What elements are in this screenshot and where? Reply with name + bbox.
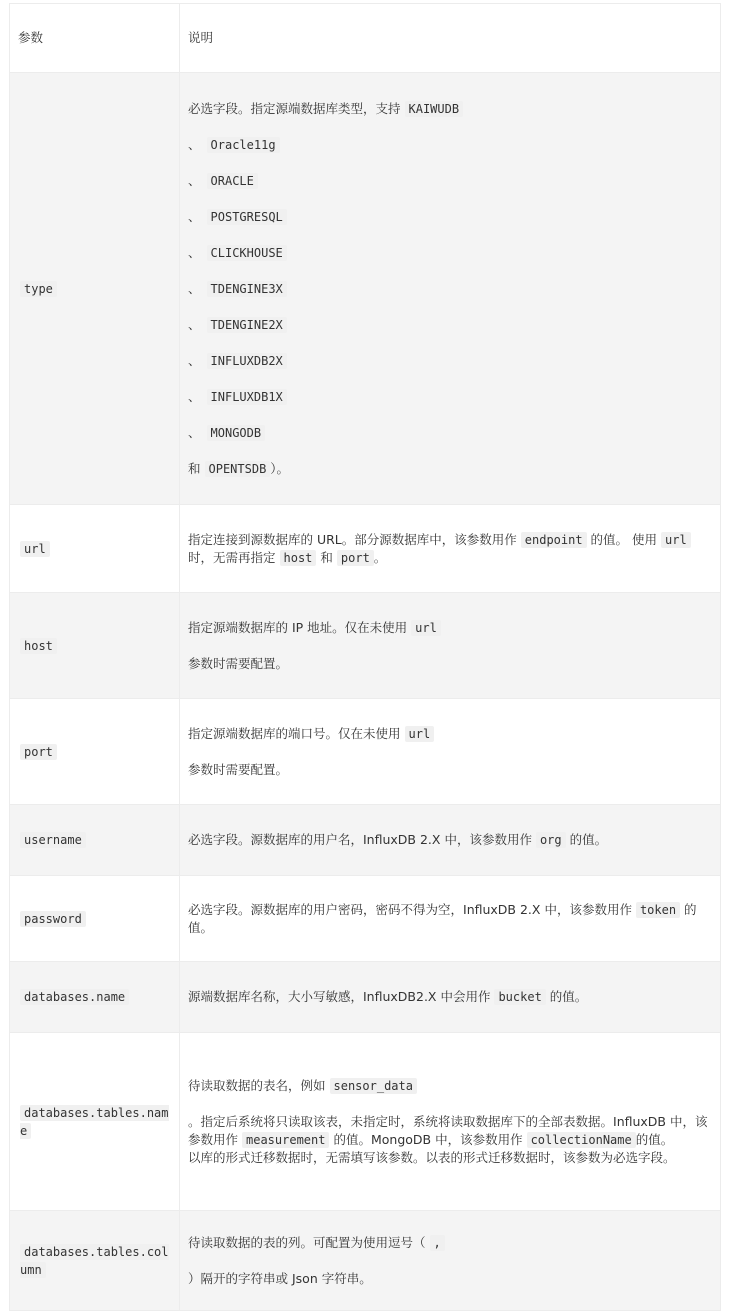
- param-desc: 指定连接到源数据库的 URL。部分源数据库中，该参数用作 endpoint 的值。 使用 url 时，无需再指定 host 和 port 。: [180, 505, 721, 593]
- param-desc: 指定源端数据库的端口号。仅在未使用 url 参数时需要配置。: [180, 699, 721, 805]
- param-name: username: [20, 832, 86, 848]
- param-name: databases.tables.column: [20, 1244, 169, 1277]
- header-desc: 说明: [180, 4, 721, 73]
- parameter-table: [9, 3, 721, 1311]
- param-desc: 指定源端数据库的 IP 地址。仅在未使用 url 参数时需要配置。: [180, 593, 721, 699]
- param-name: databases.name: [20, 989, 129, 1005]
- param-name: host: [20, 638, 57, 654]
- param-name: type: [20, 281, 57, 297]
- header-param: 参数: [10, 4, 180, 73]
- table-row-url: [10, 505, 721, 593]
- param-name: databases.tables.name: [20, 1105, 169, 1138]
- param-desc: 必选字段。源数据库的用户密码，密码不得为空，InfluxDB 2.X 中，该参数用作 token 的值。: [180, 876, 721, 962]
- param-desc: 源端数据库名称，大小写敏感，InfluxDB2.X 中会用作 bucket 的值。: [180, 962, 721, 1033]
- param-desc: 必选字段。指定源端数据库类型，支持 KAIWUDB 、 Oracle11g 、 ORACLE 、 POSTGRESQL 、 CLICKHOUSE 、 TDENGINE3X 、 TDENGINE2X 、 INFLUXDB2X 、 INFLUXDB1X 、 MONGODB 和 OPENTSDB ）。: [180, 73, 721, 505]
- table-row-username: [10, 805, 721, 876]
- param-desc: 待读取数据的表的列。可配置为使用逗号（ , ）隔开的字符串或 Json 字符串。: [180, 1211, 721, 1311]
- table-row-password: [10, 876, 721, 962]
- table-row-tables-name: [10, 1033, 721, 1211]
- table-row-port: [10, 699, 721, 805]
- param-desc: 必选字段。源数据库的用户名，InfluxDB 2.X 中，该参数用作 org 的值。: [180, 805, 721, 876]
- param-desc: 待读取数据的表名，例如 sensor_data 。指定后系统将只读取该表，未指定时，系统将读取数据库下的全部表数据。InfluxDB 中，该参数用作 measurement 的值。MongoDB 中，该参数用作 collectionName 的值。 以库的形式迁移数据时，无需填写该参数。以表的形式迁移数据时，该参数为必选字段。: [180, 1033, 721, 1211]
- table-row-tables-column: [10, 1211, 721, 1311]
- table-row-type: [10, 73, 721, 505]
- table-row-host: [10, 593, 721, 699]
- param-name: password: [20, 911, 86, 927]
- table-row-databases-name: [10, 962, 721, 1033]
- param-name: url: [20, 541, 50, 557]
- table-header-row: [10, 4, 721, 73]
- param-name: port: [20, 744, 57, 760]
